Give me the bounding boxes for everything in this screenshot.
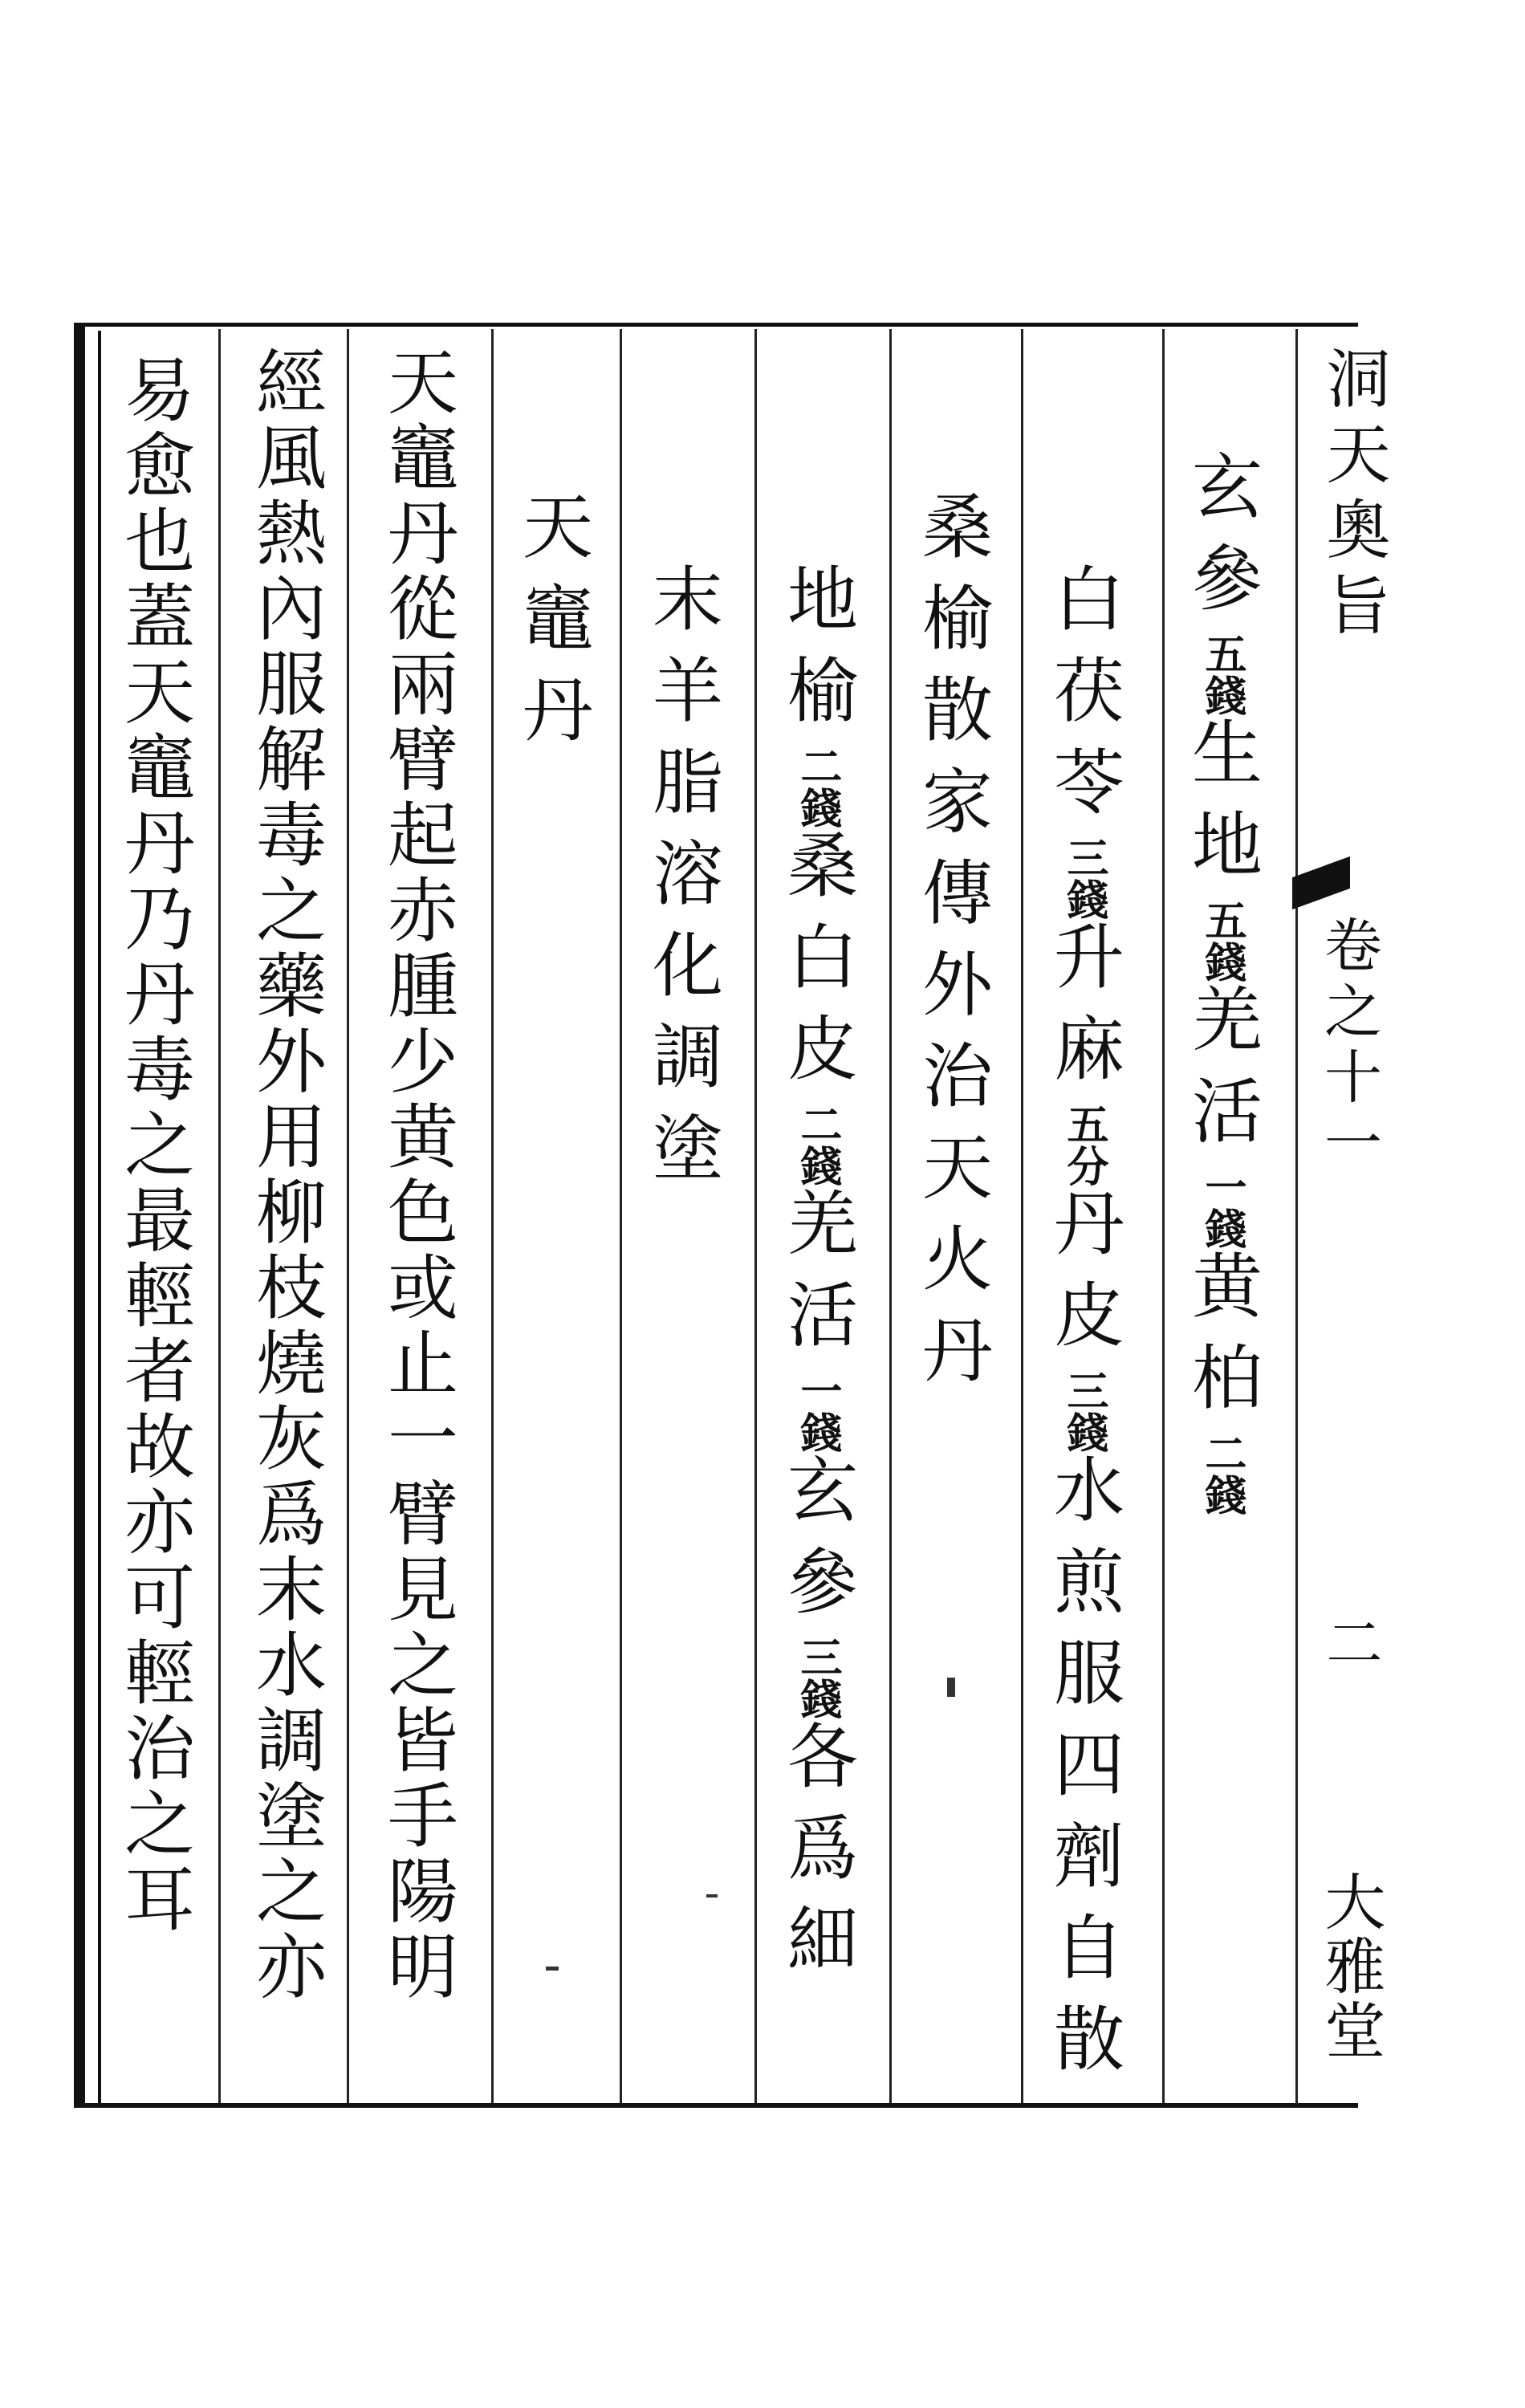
dosage-annotation: 二錢 — [793, 1103, 842, 1186]
frame-inner-rule — [98, 331, 101, 2105]
dosage-annotation: 三錢 — [793, 1636, 842, 1719]
column-text: 升麻 — [1043, 920, 1125, 1103]
column-rule — [1162, 329, 1165, 2103]
column-text: 丹皮 — [1043, 1186, 1125, 1369]
column-text: 羌活 — [776, 1186, 859, 1369]
column-text: 玄參 — [776, 1453, 859, 1636]
column-text: 黄柏 — [1181, 1249, 1263, 1432]
dosage-annotation: 五錢 — [1198, 633, 1246, 716]
text-column — [511, 490, 594, 764]
dosage-annotation: 五分 — [1059, 1103, 1108, 1186]
column-text: 家傳外治天火丹 — [911, 764, 994, 1405]
column-rule — [1295, 329, 1298, 2103]
column-text: 生地 — [1181, 716, 1263, 899]
dosage-annotation: 二錢 — [1198, 1432, 1246, 1515]
column-text: 玄參 — [1181, 449, 1263, 633]
text-column — [1181, 449, 1263, 1515]
text-column — [1043, 562, 1125, 2093]
column-text: 天竈丹 — [511, 490, 594, 764]
column-rule — [620, 329, 622, 2103]
margin-book-title: 洞天奧旨 — [1316, 345, 1390, 647]
column-rule — [218, 329, 221, 2103]
column-text: 羌活 — [1181, 982, 1263, 1165]
text-column — [776, 562, 859, 1994]
dosage-annotation: 五錢 — [1198, 899, 1246, 982]
margin-publisher: 大雅堂 — [1315, 1870, 1386, 2063]
dosage-annotation: 一錢 — [1198, 1165, 1246, 1249]
column-text: 經風熱內服解毒之藥外用柳枝燒灰爲末水調塗之亦 — [245, 345, 327, 2005]
column-text: 末羊脂溶化調塗 — [641, 562, 724, 1202]
text-column — [641, 562, 724, 1202]
column-text: 易愈也蓋天竈丹乃丹毒之最輕者故亦可輕治之耳 — [113, 353, 196, 1938]
column-rule — [754, 329, 757, 2103]
ink-speck — [947, 1678, 955, 1697]
column-text: 水煎服四劑自散 — [1043, 1453, 1125, 2093]
dosage-annotation: 二錢 — [793, 745, 842, 828]
margin-volume: 卷之十一 — [1315, 915, 1382, 1178]
text-column — [245, 345, 327, 2005]
column-text: 桑白皮 — [776, 828, 859, 1103]
dosage-annotation: 三錢 — [1059, 836, 1108, 920]
dosage-annotation: 三錢 — [1059, 1369, 1108, 1453]
dosage-annotation: 一錢 — [793, 1369, 842, 1453]
column-rule — [347, 329, 349, 2103]
column-text: 天竈丹從兩臂起赤腫少黄色或止一臂見之皆手陽明 — [376, 345, 459, 2005]
ink-speck — [706, 1894, 718, 1898]
column-rule — [491, 329, 494, 2103]
text-column — [113, 353, 196, 1938]
column-rule — [889, 329, 892, 2103]
column-text: 白茯苓 — [1043, 562, 1125, 836]
column-text: 各爲細 — [776, 1719, 859, 1994]
text-column — [376, 345, 459, 2005]
margin-folio: 二 — [1317, 1613, 1383, 1670]
text-column — [911, 490, 994, 1405]
column-text: 桑榆散 — [911, 490, 994, 764]
ink-speck — [546, 1967, 559, 1971]
column-rule — [1021, 329, 1023, 2103]
column-text: 地榆 — [776, 562, 859, 745]
